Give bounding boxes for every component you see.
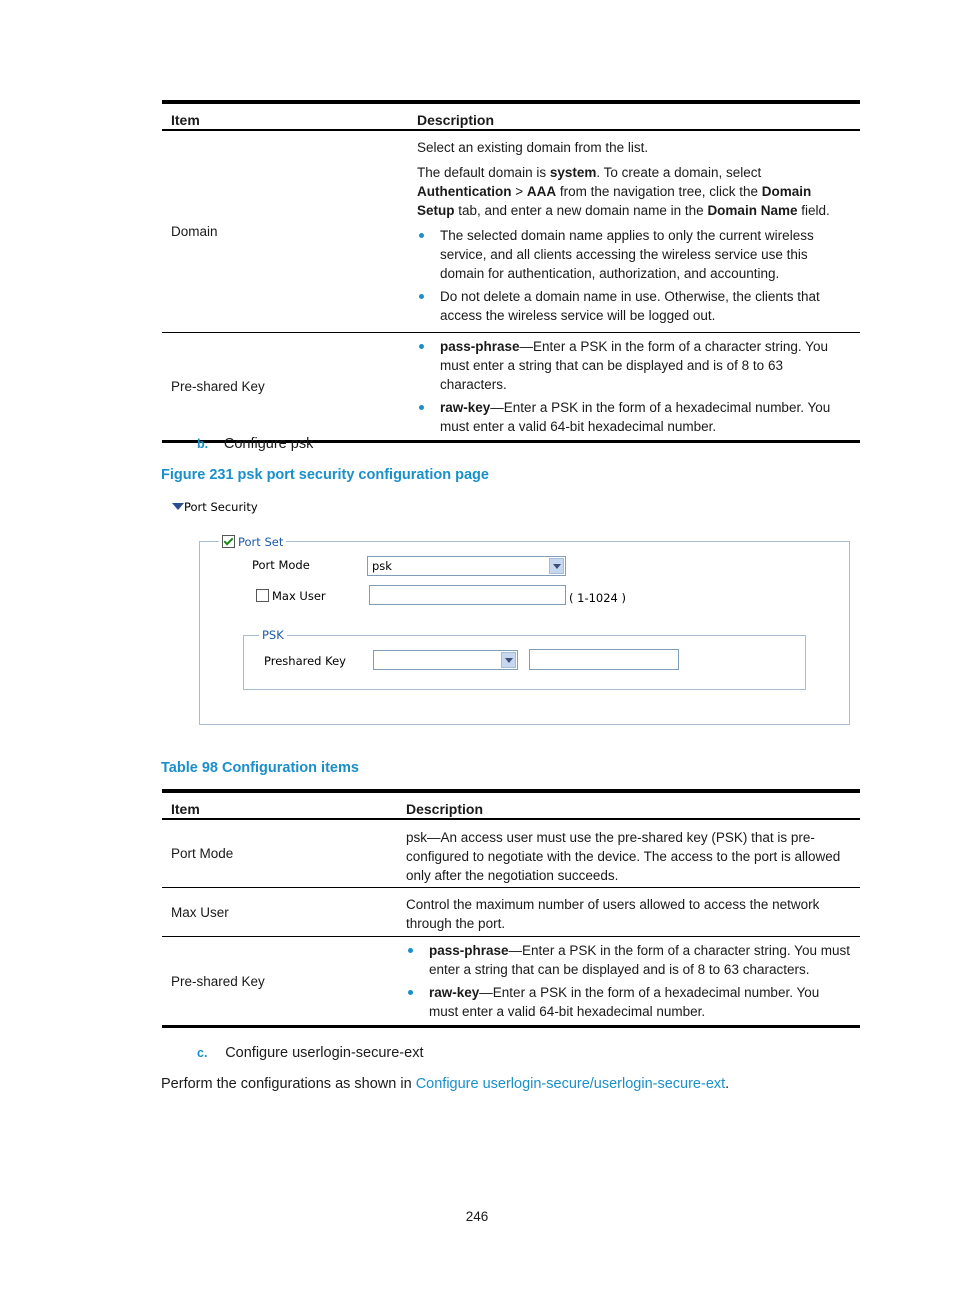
port-set-label: Port Set [238,535,284,549]
checkbox-icon[interactable] [256,589,269,602]
domain-bullets [417,226,851,325]
step-c [197,1045,423,1061]
max-user-label: Max User [272,589,326,603]
page-number: 246 [465,1209,489,1224]
port-set-legend[interactable] [219,535,286,549]
chevron-down-icon[interactable] [549,558,564,574]
cell-description: Control the maximum number of users allowed to access the network through the port. [397,888,860,937]
table-row [162,819,860,888]
cell-item: Pre-shared Key [162,333,408,442]
domain-desc-p1: Select an existing domain from the list. [417,140,649,155]
perform-paragraph: Perform the configurations as shown in Configure userlogin-secure/userlogin-secure-ext. [161,1076,730,1092]
port-mode-value: psk [372,559,392,573]
cell-item: Pre-shared Key [162,937,397,1027]
max-user-row[interactable] [256,589,326,603]
table-row [162,130,860,333]
step-letter: c. [197,1046,208,1060]
domain-desc-p2: The default domain is system. To create a domain, select Authentication > AAA from the navigation tree, click the Domain Setup tab, and enter a new domain name in the Domain Name field. [417,165,830,218]
configure-userlogin-link[interactable]: Configure userlogin-secure/userlogin-secure-ext [415,1076,726,1092]
table-row [162,937,860,1027]
cell-description [397,937,860,1027]
section-header-port-security[interactable] [172,500,258,514]
table-header-item: Item [162,102,408,130]
checkbox-icon[interactable] [222,535,235,548]
psk-legend: PSK [259,628,287,642]
list-item: raw-key—Enter a PSK in the form of a hexadecimal number. You must enter a valid 64-bit hexadecimal number. [417,398,851,436]
max-user-input[interactable] [369,585,566,605]
psk-bullets [406,941,851,1021]
max-user-range: ( 1-1024 ) [569,591,627,605]
config-table-domain [162,100,860,443]
list-item: The selected domain name applies to only the current wireless service, and all clients accessing the wireless service use this domain for authentication, authorization, and accounting. [417,226,851,283]
step-text: Configure psk [223,436,314,452]
table-header-description: Description [397,791,860,819]
step-letter: b. [197,437,209,451]
triangle-down-icon [172,503,184,510]
cell-description: psk—An access user must use the pre-shared key (PSK) that is pre-configured to negotiate with the device. The access to the port is allowed only after the negotiation succeeds. [397,819,860,888]
preshared-key-input[interactable] [529,649,679,670]
step-b [197,436,313,452]
step-text: Configure userlogin-secure-ext [225,1045,424,1061]
list-item: pass-phrase—Enter a PSK in the form of a character string. You must enter a string that can be displayed and is of 8 to 63 characters. [417,337,851,394]
preshared-key-type-select[interactable] [373,650,518,670]
psk-bullets [417,337,851,436]
table-header-description: Description [408,102,860,130]
chevron-down-icon[interactable] [501,652,516,668]
list-item: Do not delete a domain name in use. Otherwise, the clients that access the wireless service will be logged out. [417,287,851,325]
cell-description [408,333,860,442]
figure-caption: Figure 231 psk port security configuration page [161,467,489,483]
cell-item: Domain [162,130,408,333]
table-caption: Table 98 Configuration items [161,760,359,776]
table-row [162,888,860,937]
port-mode-select[interactable] [367,556,566,576]
table-header-item: Item [162,791,397,819]
list-item: raw-key—Enter a PSK in the form of a hexadecimal number. You must enter a valid 64-bit hexadecimal number. [406,983,851,1021]
cell-description [408,130,860,333]
config-table-98 [162,789,860,1028]
table-row [162,333,860,442]
preshared-key-label: Preshared Key [264,654,346,668]
port-mode-label: Port Mode [252,558,310,572]
list-item: pass-phrase—Enter a PSK in the form of a character string. You must enter a string that can be displayed and is of 8 to 63 characters. [406,941,851,979]
cell-item: Port Mode [162,819,397,888]
section-title: Port Security [184,500,258,514]
cell-item: Max User [162,888,397,937]
